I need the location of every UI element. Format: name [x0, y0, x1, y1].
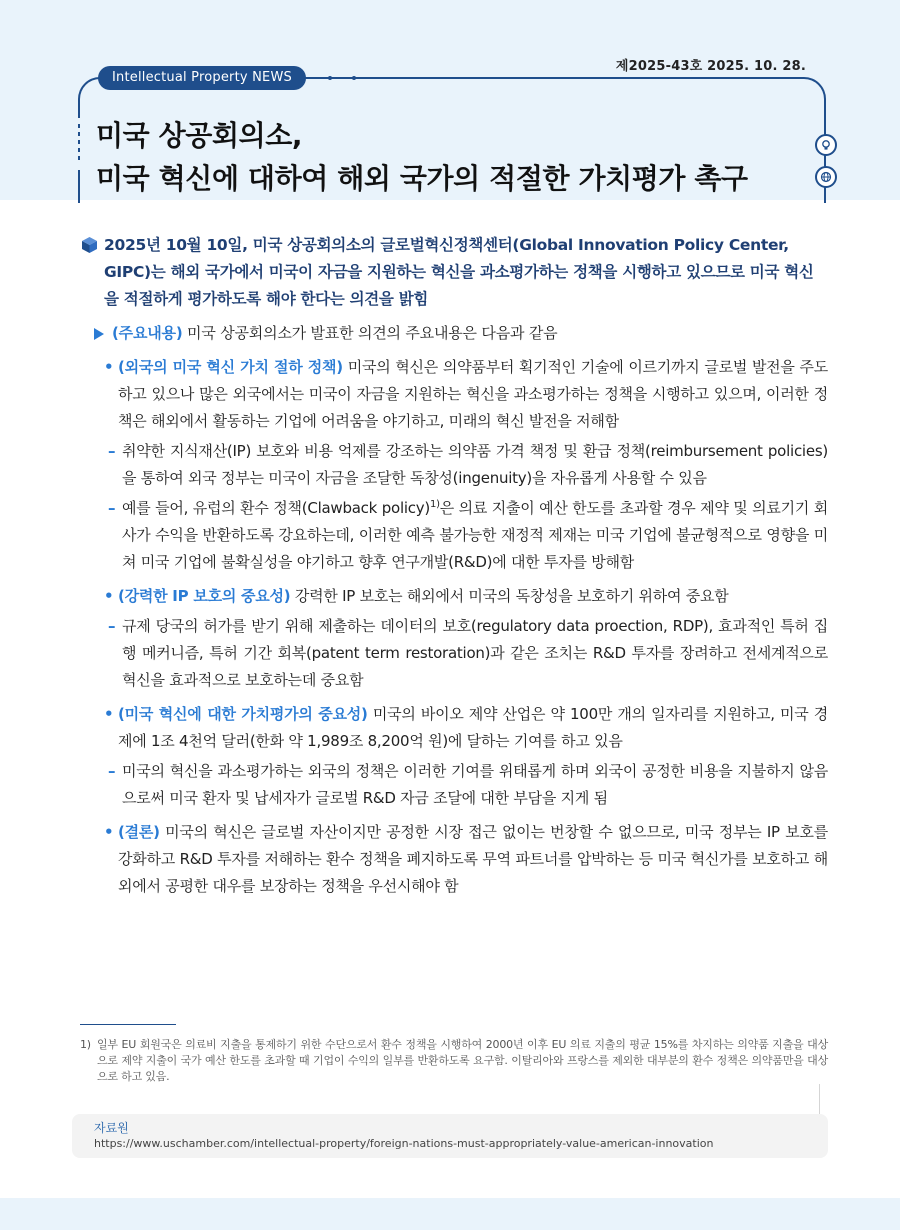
section-label: (외국의 미국 혁신 가치 절하 정책): [118, 358, 343, 376]
section-label: (미국 혁신에 대한 가치평가의 중요성): [118, 705, 368, 723]
bullet-marker: •: [104, 358, 114, 376]
newsletter-badge: Intellectual Property NEWS: [98, 66, 306, 90]
bullet-marker: •: [104, 705, 114, 723]
cube-bullet-icon: [82, 237, 97, 253]
footnote-text: 일부 EU 회원국은 의료비 지출을 통제하기 위한 수단으로서 환수 정책을 시행하여 2000년 이후 EU 의료 지출의 평균 15%를 차지하는 의약품 지출을 대상으로 제약 지출이 국가 예산 한도를 초과할 때 기업이 수익의 일부를 반환하도록 요구함. 이탈리아와 프랑스를 제외한 대부분의 환수 정책은 의약품만을 대상으로 하고 있음.: [97, 1038, 828, 1083]
bullet-marker: •: [104, 823, 114, 841]
subitem: [80, 758, 828, 812]
subitem-text-cont: 은 의료 지출이 예산 한도를 초과할 경우 제약 및 의료기기 회사가 수익을 반환하도록 강요하는데, 이러한 예측 불가능한 재정적 제재는 미국 기업에 불균형적으로 영향을 미쳐 미국 기업에 불확실성을 야기하고 향후 연구개발(R&D)에 대한 투자를 방해함: [122, 499, 828, 571]
subitem: [80, 613, 828, 694]
section-text: 미국의 바이오 제약 산업은 약 100만 개의 일자리를 지원하고, 미국 경제에 1조 4천억 달러(한화 약 1,989조 8,200억 원)에 달하는 기여를 하고 있음: [118, 705, 828, 750]
frame-dashed-segment: [78, 124, 80, 164]
section-text: 미국의 혁신은 글로벌 자산이지만 공정한 시장 접근 없이는 번창할 수 없으므로, 미국 정부는 IP 보호를 강화하고 R&D 투자를 저해하는 환수 정책을 폐지하도록 무역 파트너를 압박하는 등 미국 혁신가를 보호하고 해외에서 공평한 대우를 보장하는 정책을 우선시해야 함: [118, 823, 828, 895]
title-line-1: 미국 상공회의소,: [96, 119, 303, 152]
summary-text: 미국 상공회의소가 발표한 의견의 주요내용은 다음과 같음: [182, 324, 558, 342]
section-conclusion: [80, 819, 828, 900]
dash-marker: –: [108, 617, 116, 635]
section-label: (결론): [118, 823, 160, 841]
subitem: [80, 438, 828, 492]
footnote-number: 1): [80, 1038, 91, 1051]
page-title: [96, 114, 748, 200]
summary-item: [80, 320, 828, 347]
dash-marker: –: [108, 442, 116, 460]
footnote-divider: [80, 1024, 176, 1025]
subitem: [80, 495, 828, 576]
triangle-bullet-icon: [94, 328, 104, 340]
footnote: [80, 1037, 828, 1085]
source-box-edge: [819, 1084, 820, 1114]
source-url[interactable]: https://www.uschamber.com/intellectual-property/foreign-nations-must-appropriately-value-american-innovation: [94, 1137, 714, 1150]
footer-band: [0, 1198, 900, 1230]
section-text: 강력한 IP 보호는 해외에서 미국의 독창성을 보호하기 위하여 중요함: [290, 587, 729, 605]
source-box: [72, 1114, 828, 1158]
footnote-reference: 1): [430, 499, 440, 510]
title-line-2: 미국 혁신에 대하여 해외 국가의 적절한 가치평가 촉구: [96, 162, 748, 195]
dash-marker: –: [108, 762, 116, 780]
source-label: 자료원: [94, 1121, 129, 1135]
lead-text: 2025년 10월 10일, 미국 상공회의소의 글로벌혁신정책센터(Global Innovation Policy Center, GIPC)는 해외 국가에서 미국이 자금을 지원하는 혁신을 과소평가하는 정책을 시행하고 있으므로 미국 혁신을 적절하게 평가하도록 해야 한다는 의견을 밝힘: [104, 236, 814, 308]
section-text: 미국의 혁신은 의약품부터 획기적인 기술에 이르기까지 글로벌 발전을 주도하고 있으나 많은 외국에서는 미국이 자금을 지원하는 혁신을 과소평가하는 정책을 시행하고 있으며, 이러한 정책은 해외에서 활동하는 기업에 어려움을 야기하고, 미래의 혁신 발전을 저해함: [118, 358, 828, 430]
globe-icon: [815, 166, 837, 188]
section-label: (강력한 IP 보호의 중요성): [118, 587, 291, 605]
summary-label: (주요내용): [112, 324, 183, 342]
section-foreign-devaluation: [80, 354, 828, 435]
section-ip-protection: [80, 583, 828, 610]
article-body: [80, 232, 828, 900]
lead-paragraph: [80, 232, 828, 313]
bullet-marker: •: [104, 587, 114, 605]
subitem-text: 미국의 혁신을 과소평가하는 외국의 정책은 이러한 기여를 위태롭게 하며 외국이 공정한 비용을 지불하지 않음으로써 미국 환자 및 납세자가 글로벌 R&D 자금 조달에 대한 부담을 지게 됨: [122, 762, 828, 807]
issue-number: 제2025-43호 2025. 10. 28.: [615, 59, 806, 74]
section-valuation: [80, 701, 828, 755]
dotted-line-decoration: [326, 74, 372, 82]
subitem-text: 취약한 지식재산(IP) 보호와 비용 억제를 강조하는 의약품 가격 책정 및 환급 정책(reimbursement policies)을 통하여 외국 정부는 미국이 자금을 조달한 독창성(ingenuity)을 자유롭게 사용할 수 있음: [122, 442, 828, 487]
subitem-text: 예를 들어, 유럽의 환수 정책(Clawback policy): [122, 499, 430, 517]
lightbulb-icon: [815, 134, 837, 156]
dash-marker: –: [108, 499, 116, 517]
frame-gap: [70, 118, 84, 170]
subitem-text: 규제 당국의 허가를 받기 위해 제출하는 데이터의 보호(regulatory data proection, RDP), 효과적인 특허 집행 메커니즘, 특허 기간 회복(patent term restoration)과 같은 조치는 R&D 투자를 장려하고 전세계적으로 혁신을 효과적으로 보호하는데 중요함: [122, 617, 828, 689]
